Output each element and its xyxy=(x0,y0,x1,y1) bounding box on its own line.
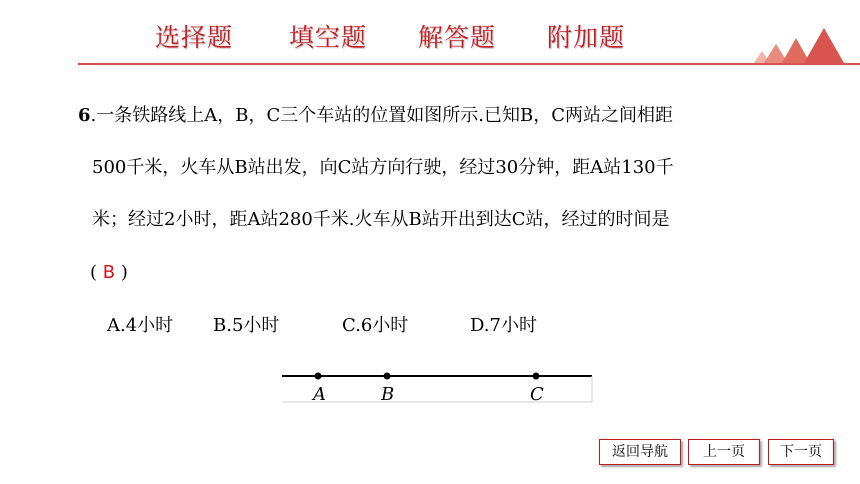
option-d[interactable]: D.7小时 xyxy=(470,315,537,336)
station-c-label: C xyxy=(530,384,544,405)
station-b-label: B xyxy=(381,384,395,405)
tab-extra-problems[interactable]: 附加题 xyxy=(547,23,626,52)
header-divider xyxy=(78,63,860,65)
triangle-decoration-icon xyxy=(748,26,860,64)
station-c-point xyxy=(533,373,540,380)
answer-value: B xyxy=(102,262,116,283)
next-page-button[interactable]: 下一页 xyxy=(768,439,834,465)
question-number: 6 xyxy=(78,105,91,126)
tab-multiple-choice[interactable]: 选择题 xyxy=(155,23,234,52)
question-line-2: 500千米，火车从B站出发，向C站方向行驶，经过30分钟，距A站130千 xyxy=(92,157,674,178)
railway-line-figure xyxy=(280,366,600,406)
tab-fill-in-blank[interactable]: 填空题 xyxy=(289,23,368,52)
option-a[interactable]: A.4小时 xyxy=(107,315,174,336)
question-line-1 xyxy=(78,104,673,128)
previous-page-button[interactable]: 上一页 xyxy=(688,439,760,465)
option-b[interactable]: B.5小时 xyxy=(213,315,280,336)
tab-solution-problems[interactable]: 解答题 xyxy=(418,23,497,52)
station-b-point xyxy=(384,373,391,380)
back-to-navigation-button[interactable]: 返回导航 xyxy=(599,439,681,465)
question-line-3: 米；经过2小时，距A站280千米.火车从B站开出到达C站，经过的时间是 xyxy=(92,209,670,230)
station-a-label: A xyxy=(313,384,326,405)
top-navigation xyxy=(0,0,860,64)
station-a-point xyxy=(315,373,322,380)
answer-open-paren: ( xyxy=(90,262,98,283)
answer-close-paren: ) xyxy=(120,262,128,283)
option-c[interactable]: C.6小时 xyxy=(342,315,409,336)
answer-blank xyxy=(90,261,128,285)
question-text-1: .一条铁路线上A，B，C三个车站的位置如图所示.已知B，C两站之间相距 xyxy=(90,105,673,126)
